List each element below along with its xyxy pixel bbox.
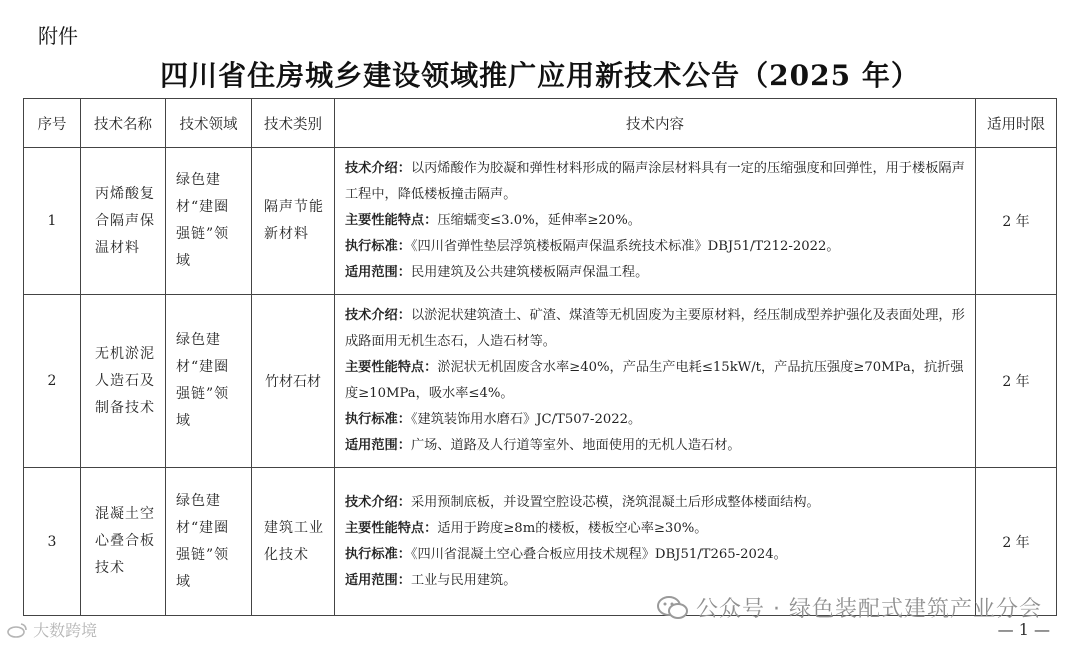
row-name-text: 混凝土空心叠合板技术 [95, 506, 155, 576]
perf-text: 淤泥状无机固废含水率≥40%，产品生产电耗≤15kW/t，产品抗压强度≥70MPa，抗折强度≥10MPa，吸水率≤4%。 [345, 360, 964, 401]
scope-text: 广场、道路及人行道等室外、地面使用的无机人造石材。 [410, 438, 741, 453]
perf-text: 适用于跨度≥8m的楼板，楼板空心率≥30%。 [437, 520, 708, 536]
table-row [24, 295, 1057, 468]
perf-label: 主要性能特点： [345, 520, 438, 536]
header-content: 技术内容 [335, 99, 976, 148]
table-row [24, 148, 1057, 295]
row-period: 2 年 [976, 295, 1057, 468]
intro-label: 技术介绍： [345, 161, 411, 176]
scope-label: 适用范围： [345, 572, 411, 588]
wechat-icon [656, 596, 690, 620]
intro-text: 以丙烯酸作为胶凝和弹性材料形成的隔声涂层材料具有一定的压缩强度和回弹性，用于楼板隔声工程中，降低楼板撞击隔声。 [345, 161, 965, 202]
perf-label: 主要性能特点： [345, 360, 438, 375]
row-period: 2 年 [976, 468, 1057, 616]
row-content [335, 148, 976, 295]
row-name [81, 468, 166, 616]
technology-table [23, 98, 1057, 616]
scope-line [345, 568, 965, 594]
intro-line [345, 303, 965, 355]
std-label: 执行标准： [345, 546, 411, 562]
attachment-label: 附件 [38, 24, 78, 48]
row-category-text: 隔声节能新材料 [264, 199, 324, 242]
row-category-text: 建筑工业化技术 [264, 519, 324, 563]
row-category [252, 148, 335, 295]
row-name-text: 无机淤泥人造石及制备技术 [95, 345, 155, 416]
page-title: 四川省住房城乡建设领域推广应用新技术公告（2025 年） [160, 59, 920, 92]
scope-label: 适用范围： [345, 265, 411, 280]
header-no: 序号 [24, 99, 81, 148]
intro-line [345, 490, 965, 516]
table-header-row [24, 99, 1057, 148]
header-period: 适用时限 [976, 99, 1057, 148]
row-name [81, 295, 166, 468]
perf-line [345, 516, 965, 542]
intro-line [345, 156, 965, 208]
header-name: 技术名称 [81, 99, 166, 148]
scope-text: 工业与民用建筑。 [410, 572, 517, 588]
std-text: 《四川省混凝土空心叠合板应用技术规程》DBJ51/T265-2024。 [410, 546, 787, 562]
header-category: 技术类别 [252, 99, 335, 148]
std-label: 执行标准： [345, 412, 411, 427]
scope-label: 适用范围： [345, 438, 411, 453]
small-watermark [6, 618, 97, 641]
perf-label: 主要性能特点： [345, 213, 438, 228]
watermark-text: 公众号 · 绿色装配式建筑产业分会 [696, 597, 1042, 622]
row-period: 2 年 [976, 148, 1057, 295]
row-content [335, 295, 976, 468]
row-field-text: 绿色建材“建圈强链”领域 [176, 172, 230, 269]
std-text: 《建筑装饰用水磨石》JC/T507-2022。 [410, 412, 642, 427]
row-name-text: 丙烯酸复合隔声保温材料 [95, 185, 155, 256]
std-line [345, 234, 965, 260]
row-no: 2 [24, 295, 81, 468]
row-field-text: 绿色建材“建圈强链”领域 [176, 492, 230, 590]
scope-text: 民用建筑及公共建筑楼板隔声保温工程。 [410, 265, 649, 280]
scope-line [345, 260, 965, 286]
row-field-text: 绿色建材“建圈强链”领域 [176, 332, 230, 429]
row-name [81, 148, 166, 295]
row-field [166, 295, 252, 468]
intro-text: 以淤泥状建筑渣土、矿渣、煤渣等无机固废为主要原材料，经压制成型养护强化及表面处理，形成路面用无机生态石，人造石材等。 [345, 308, 965, 349]
scope-line [345, 433, 965, 459]
perf-text: 压缩蠕变≤3.0%，延伸率≥20%。 [437, 213, 641, 228]
perf-line [345, 355, 965, 407]
intro-label: 技术介绍： [345, 308, 411, 323]
row-category [252, 468, 335, 616]
perf-line [345, 208, 965, 234]
watermark [656, 592, 1042, 623]
std-line [345, 542, 965, 568]
header-field: 技术领域 [166, 99, 252, 148]
std-label: 执行标准： [345, 239, 411, 254]
row-no: 3 [24, 468, 81, 616]
page-number: — 1 — [997, 620, 1050, 639]
std-line [345, 407, 965, 433]
row-field [166, 468, 252, 616]
intro-text: 采用预制底板，并设置空腔设芯模，浇筑混凝土后形成整体楼面结构。 [410, 494, 820, 510]
intro-label: 技术介绍： [345, 494, 411, 510]
row-field [166, 148, 252, 295]
row-category: 竹材石材 [252, 295, 335, 468]
row-no: 1 [24, 148, 81, 295]
weibo-icon [6, 621, 33, 640]
small-watermark-text: 大数跨境 [33, 621, 98, 640]
std-text: 《四川省弹性垫层浮筑楼板隔声保温系统技术标准》DBJ51/T212-2022。 [410, 239, 840, 254]
